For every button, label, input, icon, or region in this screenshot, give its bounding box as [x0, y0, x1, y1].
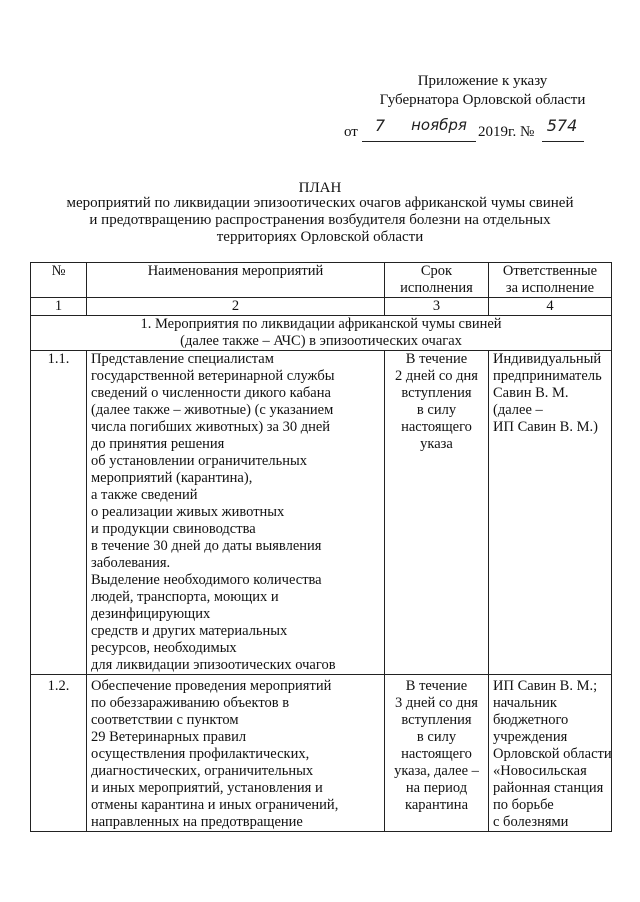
column-number-row — [31, 298, 612, 316]
cell-line: В течение — [405, 678, 468, 694]
appendix-header — [355, 72, 610, 110]
cell-line: настоящего — [401, 419, 472, 435]
row-responsible — [489, 675, 612, 832]
cell-line: и иных мероприятий, установления и — [91, 780, 323, 796]
header-responsible-text: Ответственные — [502, 263, 598, 279]
cell-line: бюджетного — [493, 712, 569, 728]
section-heading-line: 1. Мероприятия по ликвидации африканской чумы свиней — [140, 316, 502, 332]
cell-line: Орловской области — [493, 746, 612, 762]
cell-line: (далее – — [493, 402, 543, 418]
header-responsible-text: за исполнение — [505, 280, 595, 296]
cell-line: направленных на предотвращение — [91, 814, 303, 830]
row-activity — [87, 351, 385, 675]
section-heading — [31, 316, 612, 351]
plan-table — [30, 262, 612, 832]
cell-line: а также сведений — [91, 487, 198, 503]
cell-line: ресурсов, необходимых — [91, 640, 237, 656]
plan-subtitle-line: и предотвращению распространения возбудителя болезни на отдельных — [89, 212, 551, 228]
cell-line: числа погибших животных) за 30 дней — [91, 419, 331, 435]
order-prefix: от — [344, 124, 358, 140]
cell-line: ИП Савин В. М.) — [493, 419, 598, 435]
plan-subtitle-line: мероприятий по ликвидации эпизоотических очагов африканской чумы свиней — [66, 195, 574, 211]
cell-line: на период — [405, 780, 468, 796]
cell-line: Обеспечение проведения мероприятий — [91, 678, 332, 694]
number-underline — [542, 141, 584, 142]
cell-line: до принятия решения — [91, 436, 225, 452]
column-number: 2 — [87, 298, 385, 316]
header-activity-text: Наименования мероприятий — [147, 263, 324, 279]
appendix-line-1: Приложение к указу — [417, 73, 548, 89]
order-reference — [330, 116, 590, 144]
column-number: 4 — [489, 298, 612, 316]
cell-line: В течение — [405, 351, 468, 367]
cell-line: 2 дней со дня — [395, 368, 478, 384]
cell-line: ИП Савин В. М.; — [493, 678, 598, 694]
cell-line: предприниматель — [493, 368, 602, 384]
column-number: 3 — [385, 298, 489, 316]
cell-line: начальник — [493, 695, 557, 711]
cell-line: для ликвидации эпизоотических очагов — [91, 657, 336, 673]
cell-line: мероприятий (карантина), — [91, 470, 253, 486]
header-num-text: № — [51, 263, 66, 279]
cell-line: указа, далее – — [394, 763, 479, 779]
cell-line: в силу — [416, 402, 457, 418]
cell-line: об установлении ограничительных — [91, 453, 307, 469]
row-responsible — [489, 351, 612, 675]
header-term-text: Срок — [420, 263, 453, 279]
cell-line: с болезнями — [493, 814, 569, 830]
cell-line: вступления — [401, 385, 472, 401]
cell-line: Индивидуальный — [493, 351, 602, 367]
cell-line: по обеззараживанию объектов в — [91, 695, 290, 711]
cell-line: сведений о численности дикого кабана — [91, 385, 331, 401]
cell-line: средств и других материальных — [91, 623, 288, 639]
header-responsible — [489, 263, 612, 298]
cell-line: Выделение необходимого количества — [91, 572, 322, 588]
cell-line: дезинфицирующих — [91, 606, 211, 622]
plan-title: ПЛАН — [298, 180, 342, 196]
table-row — [31, 351, 612, 675]
header-num — [31, 263, 87, 298]
table-header-row — [31, 263, 612, 298]
cell-line: (далее также – животные) (с указанием — [91, 402, 334, 418]
order-number: 574 — [546, 116, 578, 135]
cell-line: 3 дней со дня — [395, 695, 478, 711]
plan-subtitle-line: территориях Орловской области — [216, 229, 424, 245]
cell-line: осуществления профилактических, — [91, 746, 310, 762]
cell-line: в силу — [416, 729, 457, 745]
cell-line: о реализации живых животных — [91, 504, 285, 520]
cell-line: учреждения — [493, 729, 568, 745]
cell-line: диагностических, ограничительных — [91, 763, 314, 779]
cell-line: Савин В. М. — [493, 385, 569, 401]
cell-line: Представление специалистам — [91, 351, 274, 367]
cell-line: настоящего — [401, 746, 472, 762]
row-term — [385, 675, 489, 832]
cell-line: людей, транспорта, моющих и — [91, 589, 279, 605]
cell-line: районная станция — [493, 780, 604, 796]
row-term — [385, 351, 489, 675]
order-day: 7 — [374, 116, 386, 135]
section-row — [31, 316, 612, 351]
appendix-line-2: Губернатора Орловской области — [379, 92, 586, 108]
row-number: 1.1. — [31, 351, 87, 675]
cell-line: государственной ветеринарной службы — [91, 368, 335, 384]
section-heading-line: (далее также – АЧС) в эпизоотических очагах — [180, 333, 462, 349]
cell-line: заболевания. — [91, 555, 171, 571]
date-underline — [362, 141, 476, 142]
cell-line: вступления — [401, 712, 472, 728]
header-term — [385, 263, 489, 298]
cell-line: карантина — [405, 797, 468, 813]
cell-line: отмены карантина и иных ограничений, — [91, 797, 339, 813]
order-year-label: 2019г. № — [478, 124, 535, 140]
cell-line: 29 Ветеринарных правил — [91, 729, 247, 745]
table-row — [31, 675, 612, 832]
cell-line: соответствии с пунктом — [91, 712, 239, 728]
column-number: 1 — [31, 298, 87, 316]
plan-subtitle — [40, 195, 600, 246]
row-number: 1.2. — [31, 675, 87, 832]
header-term-text: исполнения — [400, 280, 473, 296]
cell-line: «Новосильская — [493, 763, 587, 779]
header-activity — [87, 263, 385, 298]
cell-line: указа — [420, 436, 453, 452]
order-month: ноября — [411, 116, 467, 134]
row-activity — [87, 675, 385, 832]
cell-line: в течение 30 дней до даты выявления — [91, 538, 322, 554]
cell-line: и продукции свиноводства — [91, 521, 256, 537]
cell-line: по борьбе — [493, 797, 554, 813]
